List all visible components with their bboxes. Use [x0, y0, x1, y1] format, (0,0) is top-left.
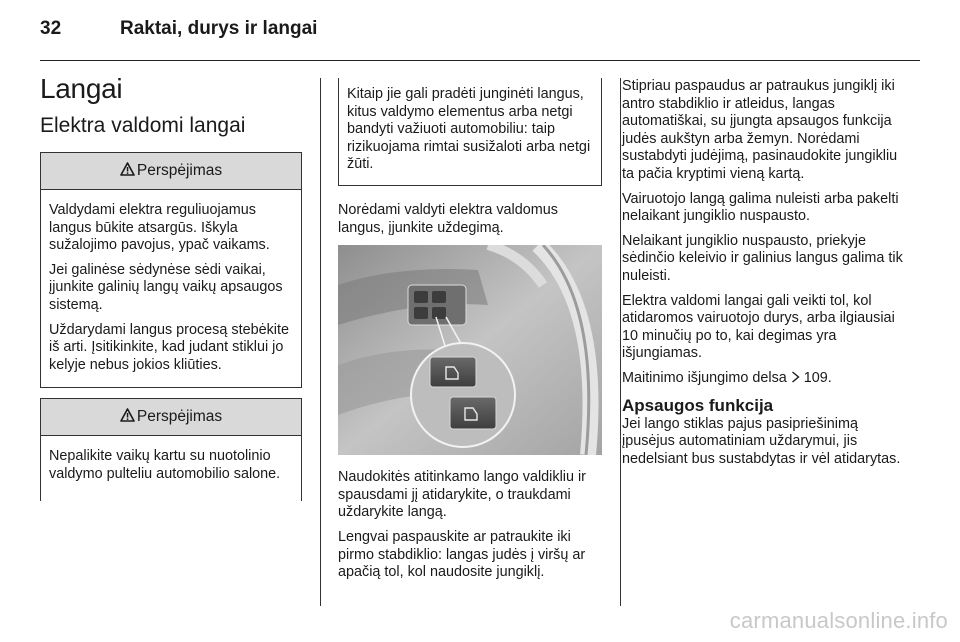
- watermark: carmanualsonline.info: [729, 608, 948, 633]
- warning-paragraph: Uždarydami langus procesą stebėkite iš arti. Įsitikinkite, kad judant stiklui jo kelyje nebus jokios kliūties.: [49, 321, 289, 373]
- chapter-title: Raktai, durys ir langai: [120, 18, 318, 39]
- body-paragraph: Jei lango stiklas pajus pasipriešinimą įpusėjus automatiniam uždarymui, jis nedelsiant bus sustabdytas ir vėl atidarytas.: [622, 415, 901, 467]
- page-number: 32: [40, 18, 62, 39]
- warning-triangle-icon: [120, 408, 135, 422]
- warning-continuation-box: [338, 78, 602, 186]
- column-1: [40, 72, 302, 501]
- warning-box-1: [40, 152, 302, 388]
- column-divider-2: [620, 78, 621, 606]
- body-paragraph: Norėdami valdyti elektra valdomus langus, įjunkite uždegimą.: [338, 201, 558, 236]
- section-title: Langai: [40, 73, 123, 104]
- column-2: [338, 78, 602, 589]
- warning-title: Perspėjimas: [136, 408, 223, 426]
- warning-paragraph: Nepalikite vaikų kartu su nuotolinio valdymo pulteliu automobilio salone.: [49, 448, 281, 482]
- subsection-title: Elektra valdomi langai: [40, 114, 246, 137]
- warning-body: [41, 190, 301, 387]
- body-paragraph: Nelaikant jungiklio nuspausto, priekyje sėdinčio keleivio ir galinius langus galima tik nuleisti.: [622, 232, 903, 284]
- door-panel-illustration: [338, 245, 602, 455]
- column-3: [622, 78, 904, 475]
- warning-body: [41, 436, 301, 500]
- warning-triangle-icon: [120, 162, 135, 176]
- body-paragraph: Lengvai paspauskite ar patraukite iki pirmo stabdiklio: langas judės į viršų ar apačią tol, kol naudosite jungiklį.: [338, 528, 586, 581]
- window-switch-figure: [338, 245, 602, 455]
- warning-header: [41, 153, 301, 190]
- warning-paragraph: Jei galinėse sėdynėse sėdi vaikai, įjunkite galinių langų vaikų apsaugos sistemą.: [49, 261, 283, 313]
- subsection-title: Apsaugos funkcija: [622, 395, 774, 415]
- page-header: [40, 18, 920, 48]
- column-divider-1: [320, 78, 321, 606]
- cross-reference-paragraph: [622, 370, 904, 388]
- warning-header: [41, 399, 301, 436]
- header-divider: [40, 60, 920, 61]
- warning-title: Perspėjimas: [136, 162, 223, 179]
- body-paragraph: Naudokitės atitinkamo lango valdikliu ir spausdami jį atidarykite, o traukdami uždarykite langą.: [338, 469, 586, 521]
- warning-paragraph: Kitaip jie gali pradėti junginėti langus, kitus valdymo elementus arba netgi bandyti važiuoti automobiliu: taip rizikuojama rimtai susižaloti arba netgi žūti.: [347, 86, 591, 173]
- page-reference-link[interactable]: 109.: [803, 369, 832, 386]
- warning-box-2: [40, 398, 302, 500]
- body-paragraph: Stipriau paspaudus ar patraukus jungiklį iki antro stabdiklio ir atleidus, langas automatiškai, su įjungta apsaugos funkcija judės aukštyn arba žemyn. Norėdami sustabdyti judėjimą, pasinaudokite jungikliu ta pačia kryptimi vieną kartą.: [622, 78, 898, 182]
- page-reference-arrow-icon: [791, 371, 800, 383]
- body-paragraph: Elektra valdomi langai gali veikti tol, kol atidaromos vairuotojo durys, arba ilgiausiai 10 minučių po to, kai degimas yra išjungiamas.: [622, 292, 895, 362]
- warning-paragraph: Valdydami elektra reguliuojamus langus būkite atsargūs. Iškyla sužalojimo pavojus, ypač vaikams.: [49, 202, 270, 254]
- body-paragraph: Vairuotojo langą galima nuleisti arba pakelti nelaikant jungiklio nuspausto.: [622, 190, 899, 225]
- delay-text: Maitinimo išjungimo delsa: [622, 369, 787, 386]
